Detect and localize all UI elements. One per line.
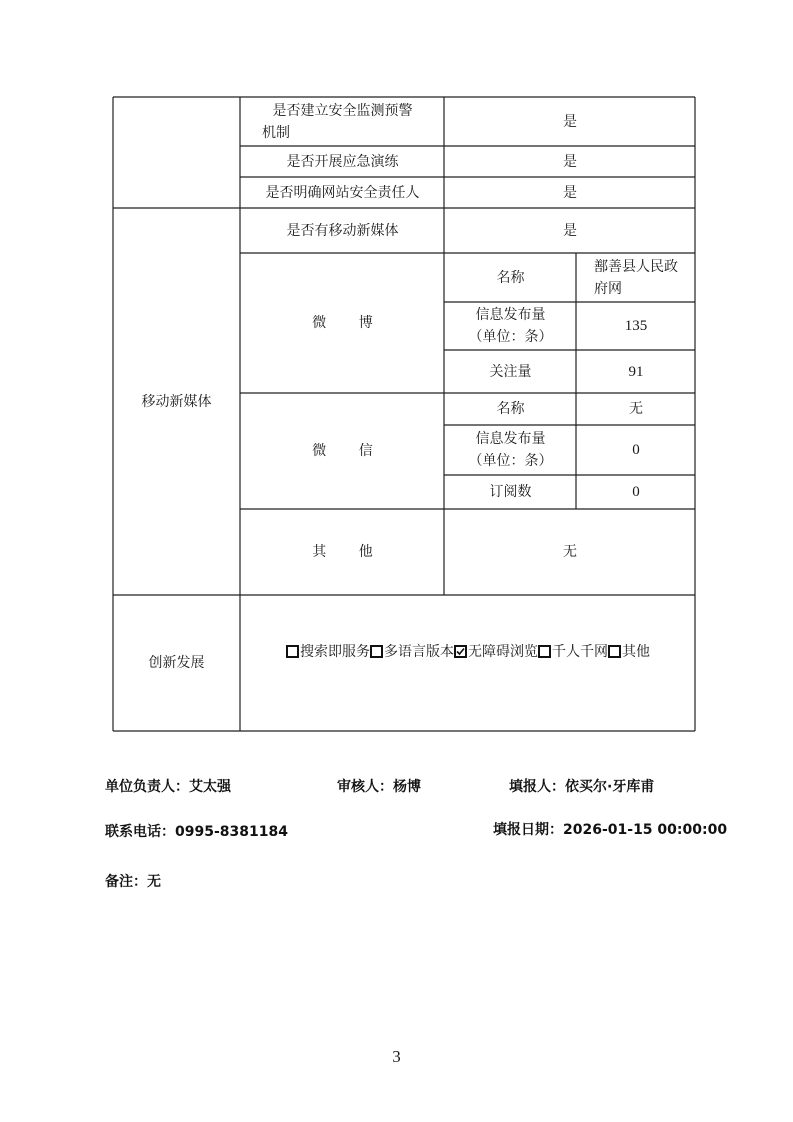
remark: 备注：无: [105, 874, 161, 890]
mobile-media-section-label: 移动新媒体: [141, 393, 212, 410]
drill-label: 是否开展应急演练: [286, 153, 399, 170]
page-number: 3: [392, 1047, 401, 1066]
weibo-name-value: 鄯善县人民政 府网: [594, 258, 678, 297]
filler: 填报人：依买尔·牙库甫: [509, 779, 655, 795]
reviewer: 审核人：杨博: [337, 779, 421, 795]
weibo-label: 微 博: [312, 315, 387, 331]
wechat-subscribers-value: 0: [632, 484, 640, 500]
monitoring-label: 是否建立安全监测预警 机制: [262, 102, 413, 141]
responsible-label: 是否明确网站安全责任人: [265, 184, 420, 201]
wechat-posts-label: 信息发布量 （单位：条）: [468, 431, 553, 469]
checkbox-unchecked-icon[interactable]: [538, 645, 551, 658]
has-mobile-value: 是: [563, 222, 577, 239]
option-other[interactable]: 其他: [608, 641, 650, 661]
option-multilingual[interactable]: 多语言版本: [370, 641, 454, 661]
innovation-options: [241, 641, 695, 661]
monitoring-value: 是: [563, 113, 577, 130]
checkbox-unchecked-icon[interactable]: [286, 645, 299, 658]
weibo-name-label: 名称: [496, 269, 525, 286]
checkbox-unchecked-icon[interactable]: [608, 645, 621, 658]
weibo-followers-value: 91: [628, 363, 644, 380]
wechat-posts-value: 0: [632, 442, 640, 458]
option-search-as-service[interactable]: 搜索即服务: [286, 641, 370, 661]
weibo-posts-value: 135: [624, 318, 648, 334]
weibo-followers-label: 关注量: [489, 363, 532, 380]
other-label: 其 他: [312, 544, 387, 560]
has-mobile-label: 是否有移动新媒体: [286, 222, 399, 239]
wechat-name-label: 名称: [496, 401, 525, 417]
checkmark-icon: [456, 647, 465, 656]
drill-value: 是: [563, 153, 577, 170]
option-personalized[interactable]: 千人千网: [538, 641, 608, 661]
contact-phone: 联系电话：0995-8381184: [105, 824, 288, 840]
fill-date: 填报日期：2026-01-15 00:00:00: [493, 822, 728, 838]
unit-head: 单位负责人：艾太强: [105, 779, 231, 795]
responsible-value: 是: [563, 184, 577, 201]
wechat-name-value: 无: [629, 401, 643, 417]
weibo-posts-label: 信息发布量 （单位：条）: [468, 307, 553, 345]
other-value: 无: [563, 544, 577, 560]
option-accessibility[interactable]: 无障碍浏览: [454, 641, 538, 661]
wechat-subscribers-label: 订阅数: [489, 484, 532, 500]
checkbox-checked-icon[interactable]: [454, 645, 467, 658]
wechat-label: 微 信: [312, 443, 387, 459]
innovation-section-label: 创新发展: [148, 655, 205, 671]
checkbox-unchecked-icon[interactable]: [370, 645, 383, 658]
